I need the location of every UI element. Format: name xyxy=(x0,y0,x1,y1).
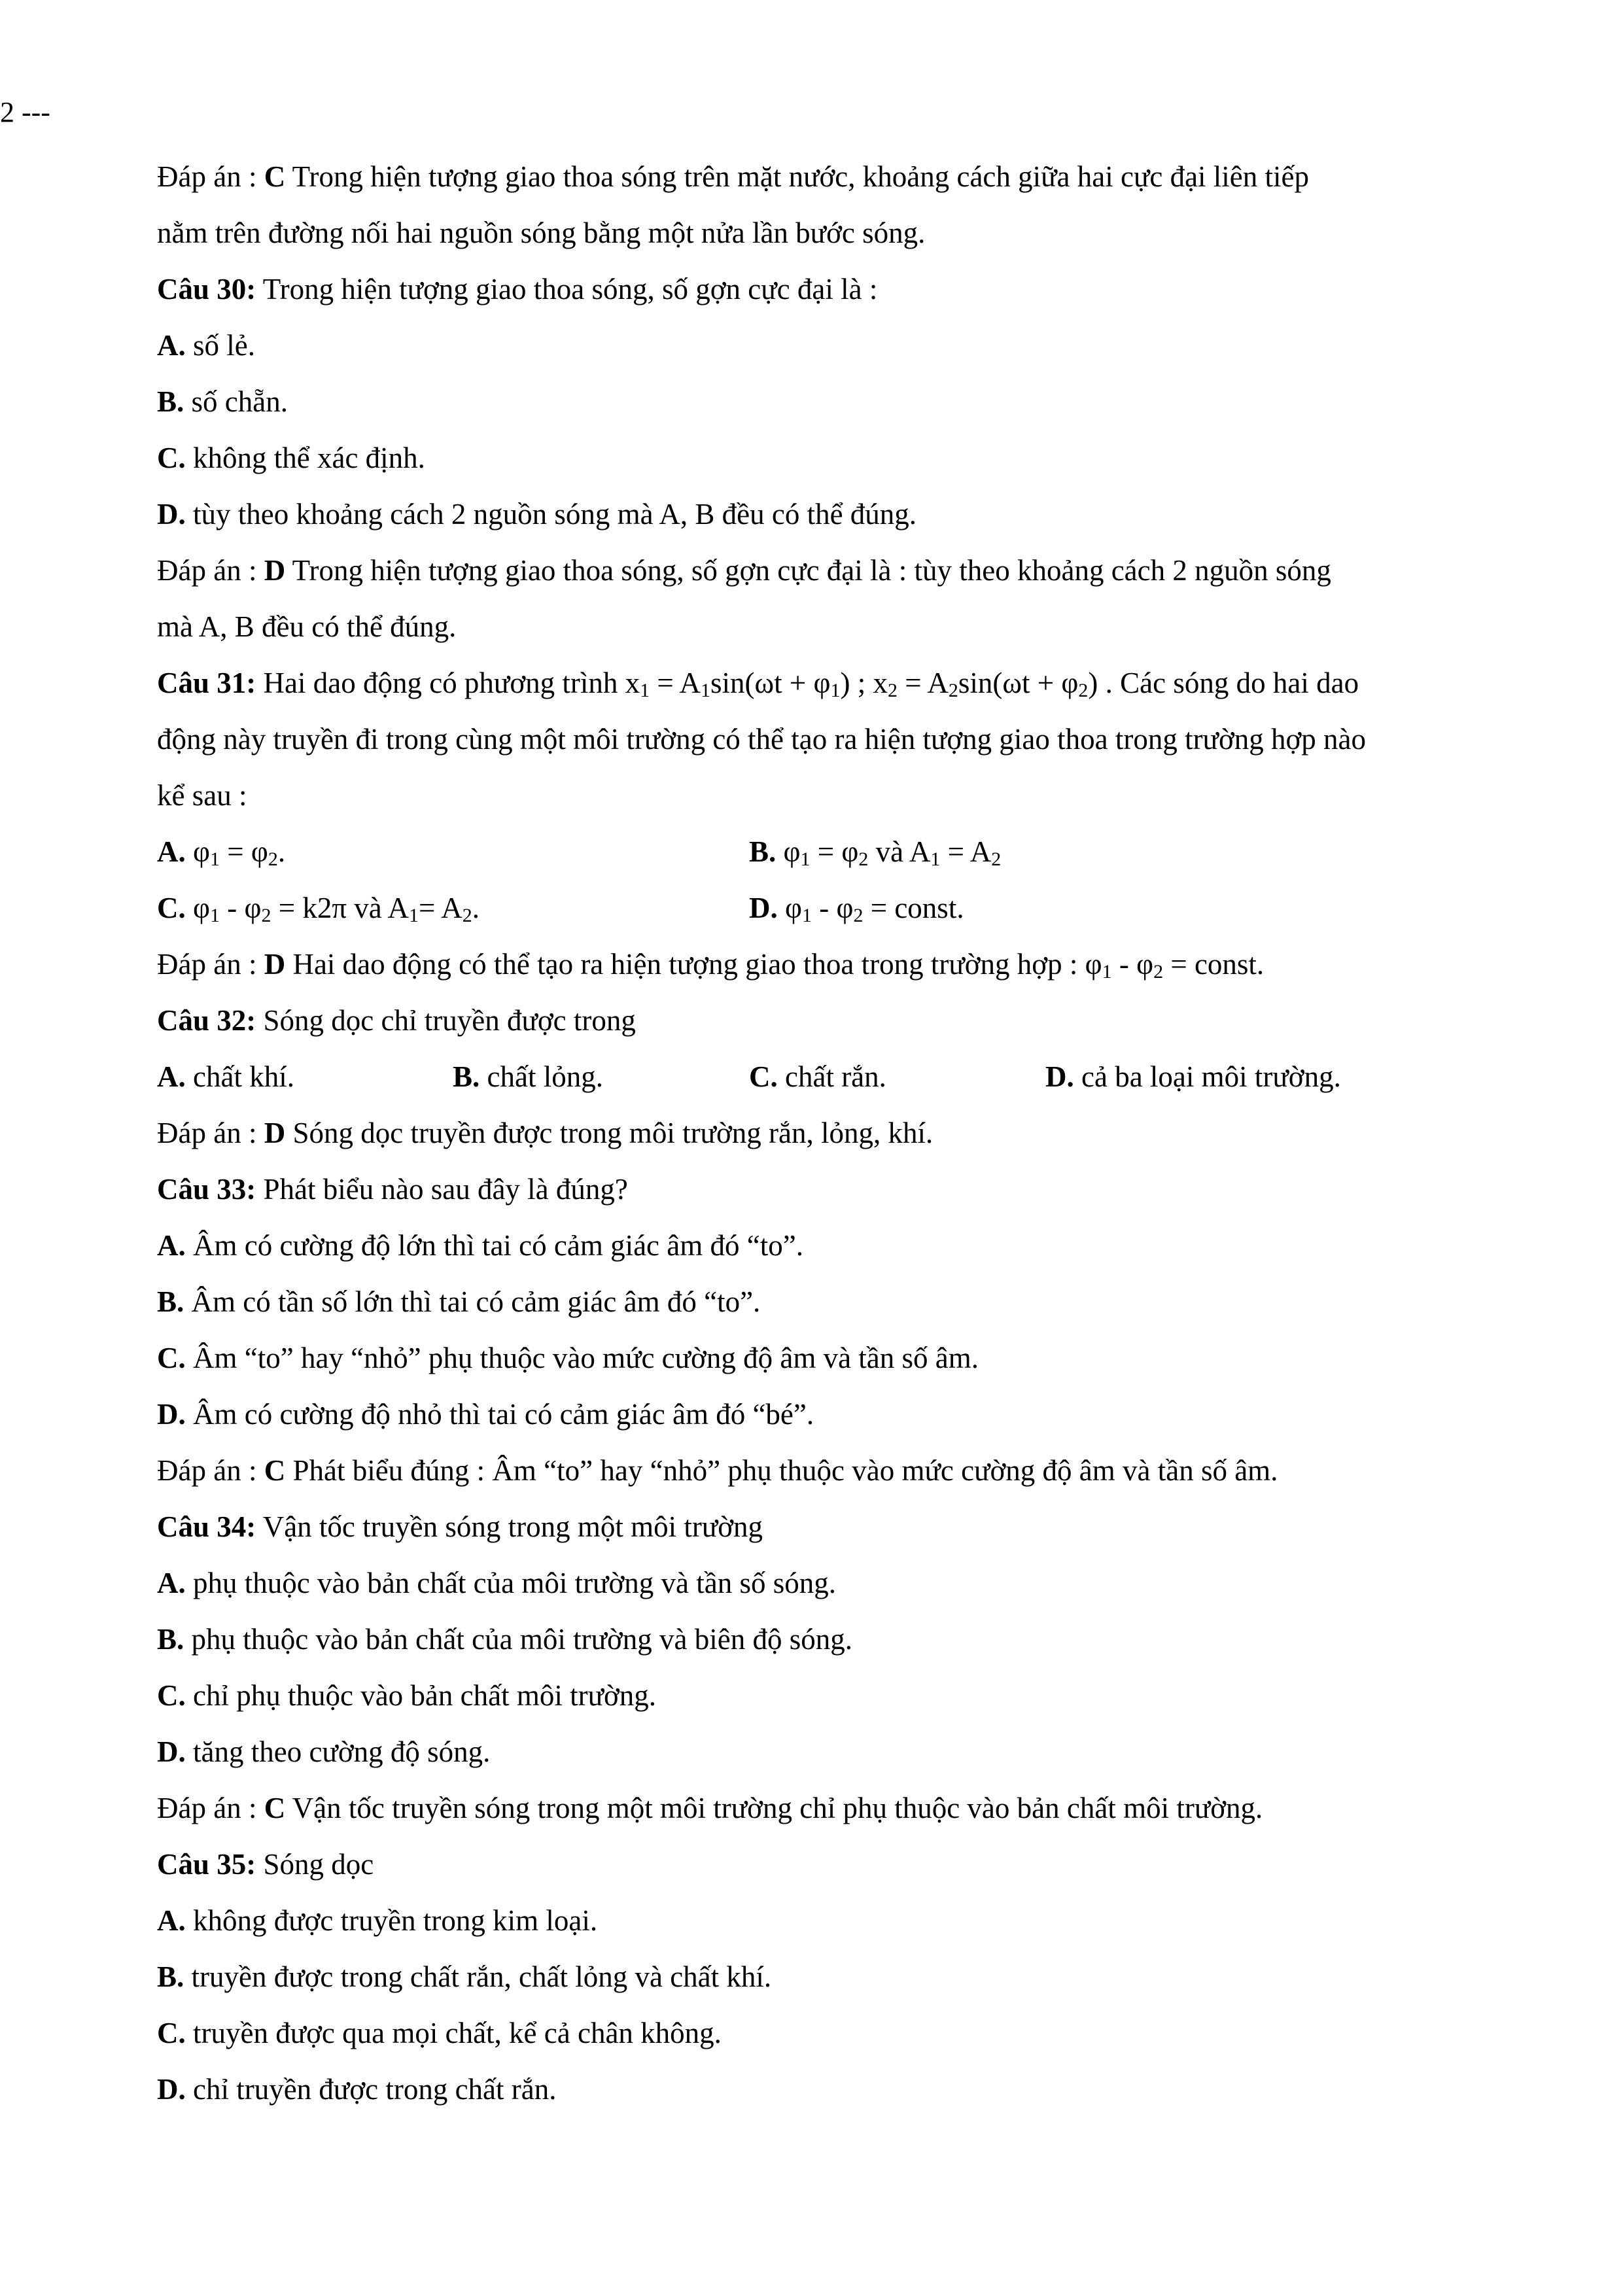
q32-answer: Đáp án : D Sóng dọc truyền được trong môi trường rắn, lỏng, khí. xyxy=(157,1117,934,1149)
q30-answer-line2: mà A, B đều có thể đúng. xyxy=(157,610,457,643)
q31-question-line1: Câu 31: Hai dao động có phương trình $x_1 = A_1\sin(\omega t + \varphi_1)$ ; $x_2 = A_2\sin(\omega t + \varphi_2)$ . Các sóng do hai dao xyxy=(157,667,1359,701)
q30-option-b: B. số chẵn. xyxy=(157,385,288,418)
q35-question: Câu 35: Sóng dọc xyxy=(157,1848,374,1881)
intro-answer-line1: Đáp án : C Trong hiện tượng giao thoa sóng trên mặt nước, khoảng cách giữa hai cực đại liên tiếp xyxy=(157,160,1310,193)
q31-option-c: C. $\varphi_1 - \varphi_2 = k2\pi$ và $A_1= A_2$. xyxy=(157,892,480,926)
q35-option-b: B. truyền được trong chất rắn, chất lỏng và chất khí. xyxy=(157,1960,772,1993)
q35-option-d: D. chỉ truyền được trong chất rắn. xyxy=(157,2073,557,2106)
q32-option-c: C. chất rắn. xyxy=(749,1060,886,1093)
q33-option-c: C. Âm “to” hay “nhỏ” phụ thuộc vào mức cường độ âm và tần số âm. xyxy=(157,1342,979,1374)
q32-option-b: B. chất lỏng. xyxy=(453,1060,603,1093)
q31-answer: Đáp án : D Hai dao động có thể tạo ra hiện tượng giao thoa trong trường hợp : $\varphi_1 - \varphi_2$ = const. xyxy=(157,948,1265,983)
q34-option-c: C. chỉ phụ thuộc vào bản chất môi trường. xyxy=(157,1679,657,1712)
q34-option-b: B. phụ thuộc vào bản chất của môi trường và biên độ sóng. xyxy=(157,1623,852,1656)
q31-question-line3: kể sau : xyxy=(157,779,247,812)
q31-question-line2: động này truyền đi trong cùng một môi trường có thể tạo ra hiện tượng giao thoa trong trường hợp nào xyxy=(157,723,1367,756)
q35-option-c: C. truyền được qua mọi chất, kể cả chân không. xyxy=(157,2017,722,2049)
q34-option-d: D. tăng theo cường độ sóng. xyxy=(157,1735,491,1768)
q31-option-a: A. $\varphi_1 = \varphi_2$. xyxy=(157,835,286,870)
q31-option-b: B. $\varphi_1 = \varphi_2$ và $A_1 = A_2$ xyxy=(749,835,1002,870)
q30-question: Câu 30: Trong hiện tượng giao thoa sóng, số gợn cực đại là : xyxy=(157,273,878,305)
q33-option-a: A. Âm có cường độ lớn thì tai có cảm giác âm đó “to”. xyxy=(157,1229,803,1262)
q33-question: Câu 33: Phát biểu nào sau đây là đúng? xyxy=(157,1173,628,1206)
q32-option-a: A. chất khí. xyxy=(157,1060,294,1093)
q32-option-d: D. cả ba loại môi trường. xyxy=(1045,1060,1341,1093)
q35-option-a: A. không được truyền trong kim loại. xyxy=(157,1904,598,1937)
q30-option-c: C. không thể xác định. xyxy=(157,442,425,474)
q34-option-a: A. phụ thuộc vào bản chất của môi trường và tần số sóng. xyxy=(157,1567,836,1599)
q32-question: Câu 32: Sóng dọc chỉ truyền được trong xyxy=(157,1004,636,1037)
q30-option-a: A. số lẻ. xyxy=(157,329,255,362)
page-marker: 2 --- xyxy=(0,96,50,128)
intro-answer-line2: nằm trên đường nối hai nguồn sóng bằng một nửa lần bước sóng. xyxy=(157,217,926,249)
q31-option-d: D. $\varphi_1 - \varphi_2$ = const. xyxy=(749,892,964,926)
q33-answer: Đáp án : C Phát biểu đúng : Âm “to” hay “nhỏ” phụ thuộc vào mức cường độ âm và tần số âm. xyxy=(157,1454,1278,1487)
q30-answer-line1: Đáp án : D Trong hiện tượng giao thoa sóng, số gợn cực đại là : tùy theo khoảng cách 2 nguồn sóng xyxy=(157,554,1331,587)
q33-option-d: D. Âm có cường độ nhỏ thì tai có cảm giác âm đó “bé”. xyxy=(157,1398,814,1431)
q34-question: Câu 34: Vận tốc truyền sóng trong một môi trường xyxy=(157,1510,763,1543)
q33-option-b: B. Âm có tần số lớn thì tai có cảm giác âm đó “to”. xyxy=(157,1285,761,1318)
q30-option-d: D. tùy theo khoảng cách 2 nguồn sóng mà A, B đều có thể đúng. xyxy=(157,498,917,531)
q34-answer: Đáp án : C Vận tốc truyền sóng trong một môi trường chỉ phụ thuộc vào bản chất môi trường. xyxy=(157,1792,1263,1824)
